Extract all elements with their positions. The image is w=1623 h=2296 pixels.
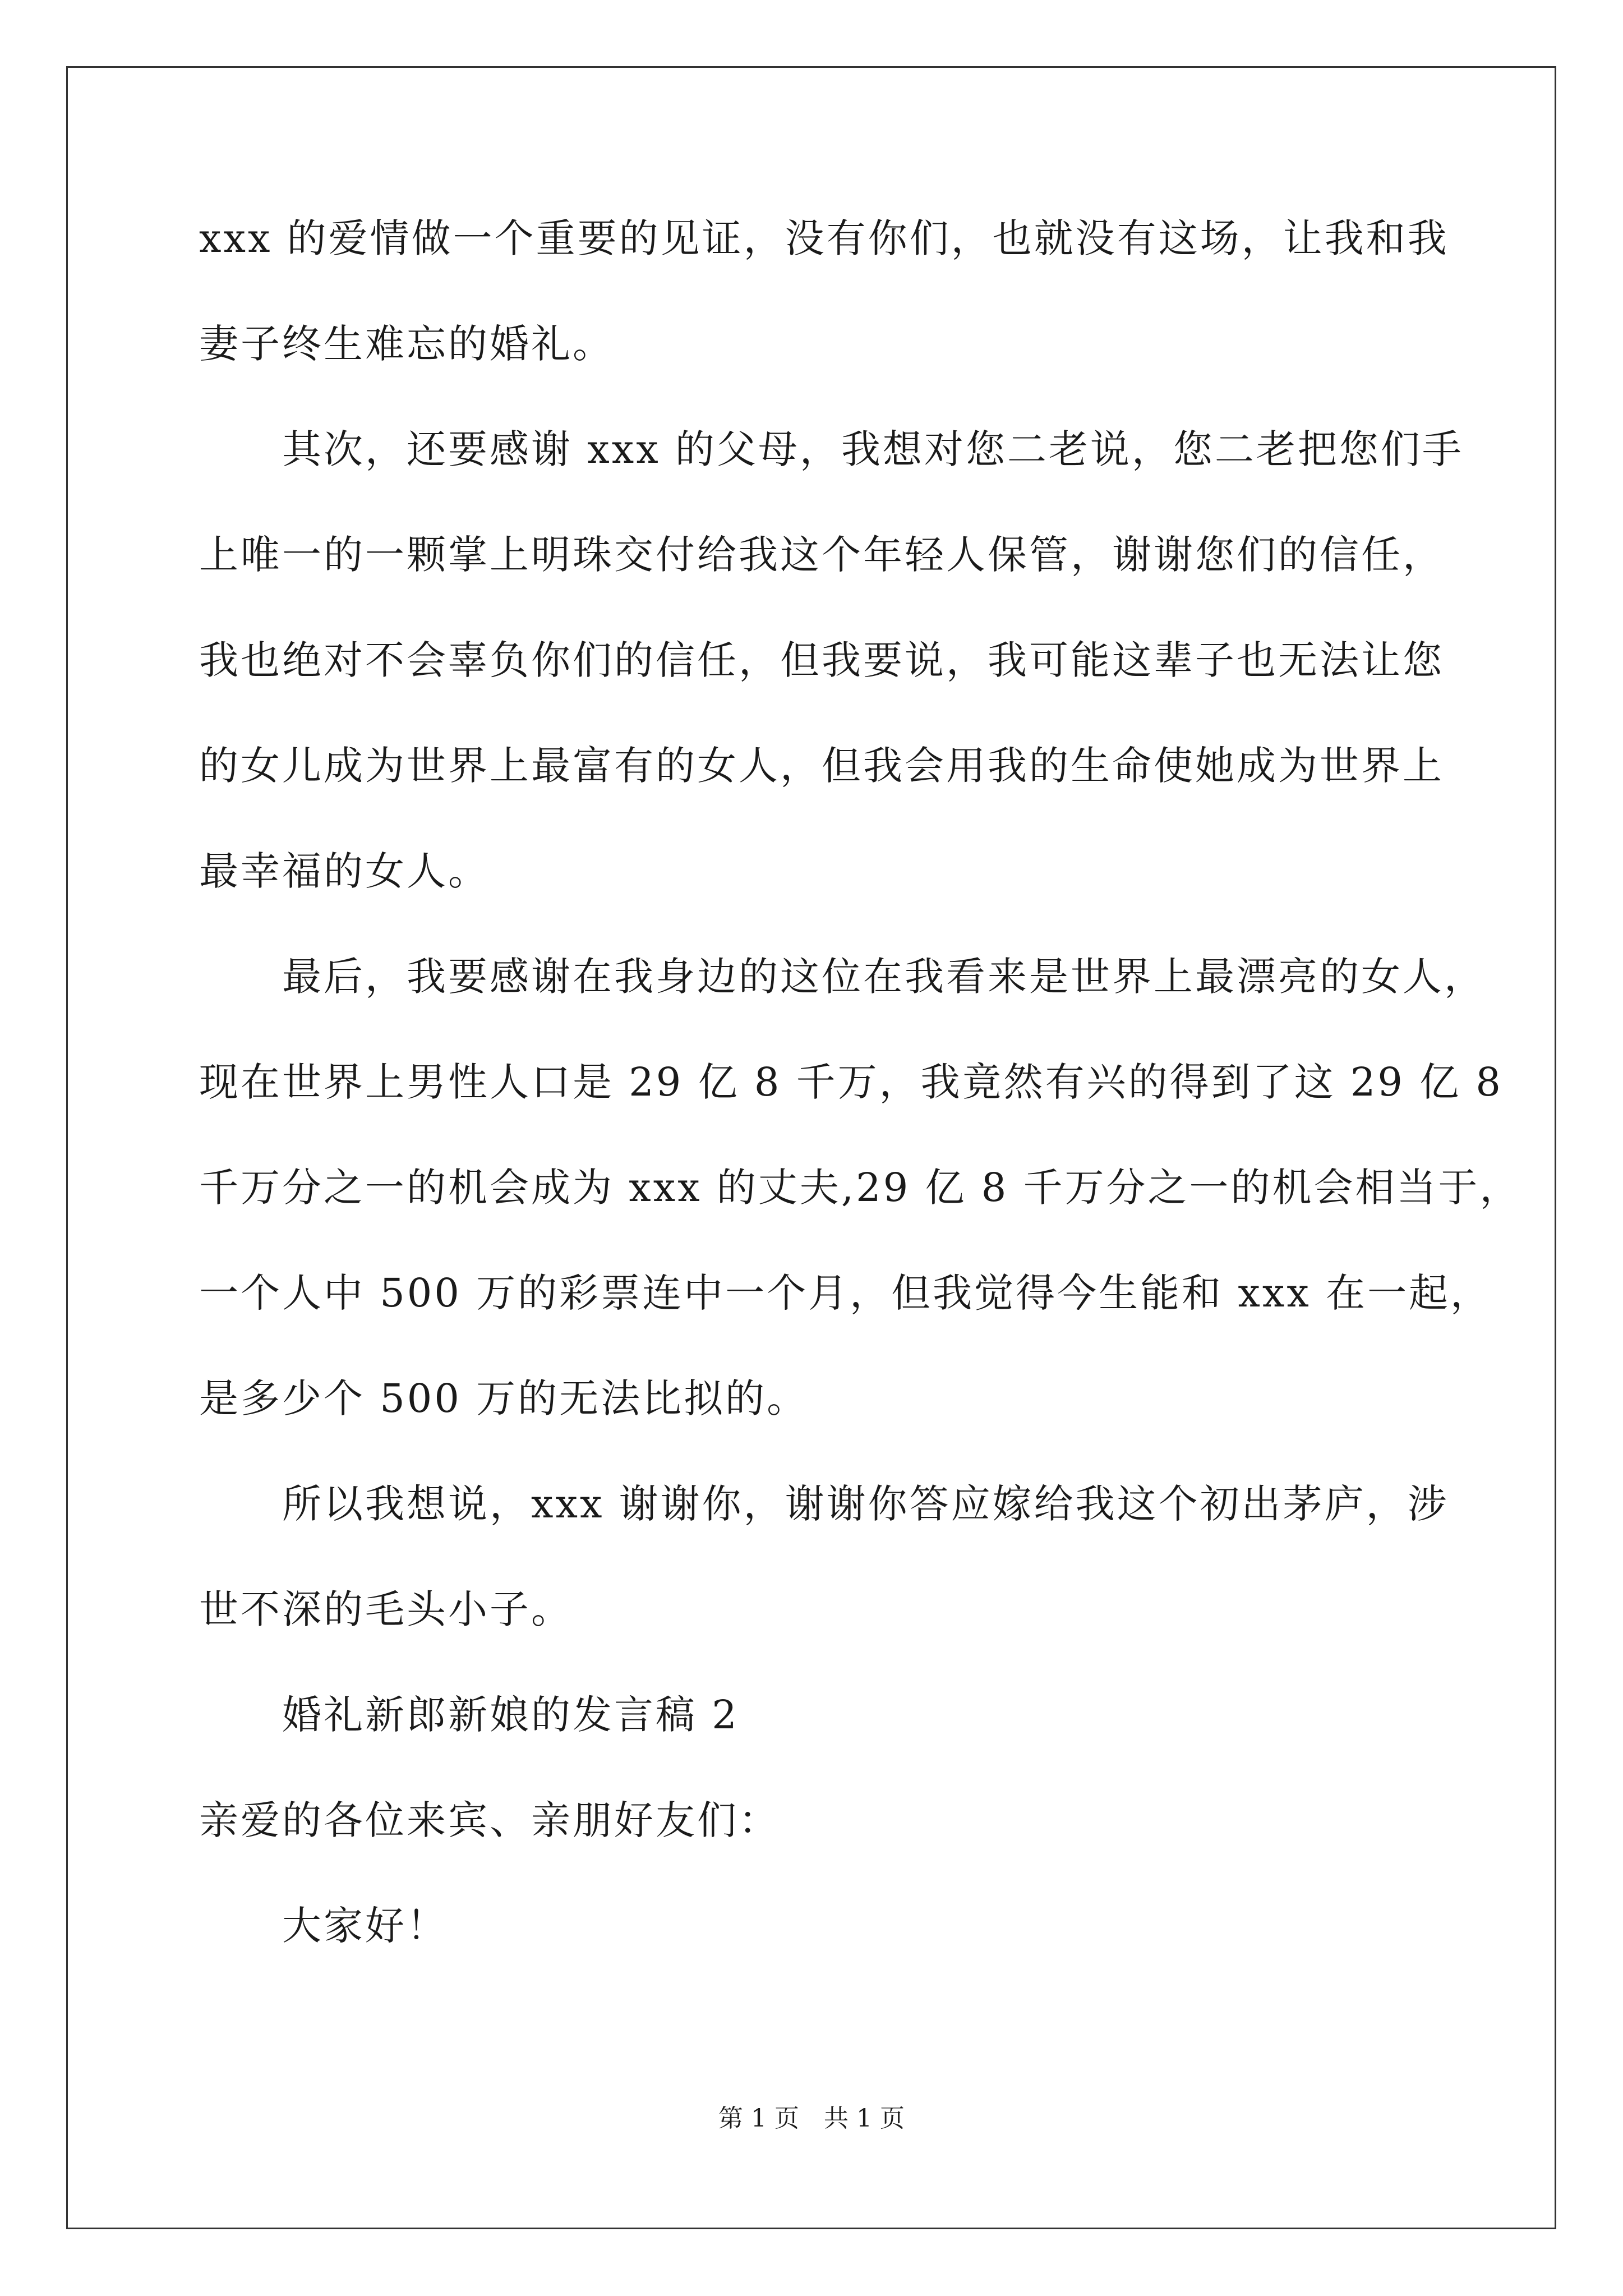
text-line: 妻子终生难忘的婚礼。 <box>199 321 614 367</box>
text-line: 是多少个 500 万的无法比拟的。 <box>199 1375 809 1421</box>
text-line: 其次，还要感谢 xxx 的父母，我想对您二老说，您二老把您们手 <box>282 426 1464 472</box>
text-line: 上唯一的一颗掌上明珠交付给我这个年轻人保管，谢谢您们的信任， <box>199 532 1444 578</box>
text-line: 我也绝对不会辜负你们的信任，但我要说，我可能这辈子也无法让您 <box>199 637 1444 683</box>
text-line: 现在世界上男性人口是 29 亿 8 千万，我竟然有兴的得到了这 29 亿 8 <box>199 1059 1503 1105</box>
text-line: 所以我想说，xxx 谢谢你，谢谢你答应嫁给我这个初出茅庐，涉 <box>282 1481 1449 1527</box>
section-heading: 婚礼新郎新娘的发言稿 2 <box>282 1692 739 1738</box>
text-line: 的女儿成为世界上最富有的女人，但我会用我的生命使她成为世界上 <box>199 743 1444 789</box>
text-line: 千万分之一的机会成为 xxx 的丈夫,29 亿 8 千万分之一的机会相当于， <box>199 1165 1521 1211</box>
salutation-line: 亲爱的各位来宾、亲朋好友们： <box>199 1797 780 1843</box>
greeting-line: 大家好！ <box>282 1903 448 1949</box>
text-line: 一个人中 500 万的彩票连中一个月，但我觉得今生能和 xxx 在一起， <box>199 1270 1492 1316</box>
page-footer: 第 1 页 共 1 页 <box>718 2104 905 2133</box>
text-line: xxx 的爱情做一个重要的见证，没有你们，也就没有这场，让我和我 <box>199 215 1449 261</box>
text-line: 最幸福的女人。 <box>199 848 490 894</box>
text-line: 世不深的毛头小子。 <box>199 1586 573 1632</box>
text-line: 最后，我要感谢在我身边的这位在我看来是世界上最漂亮的女人， <box>282 954 1486 1000</box>
document-body <box>199 215 1521 2012</box>
